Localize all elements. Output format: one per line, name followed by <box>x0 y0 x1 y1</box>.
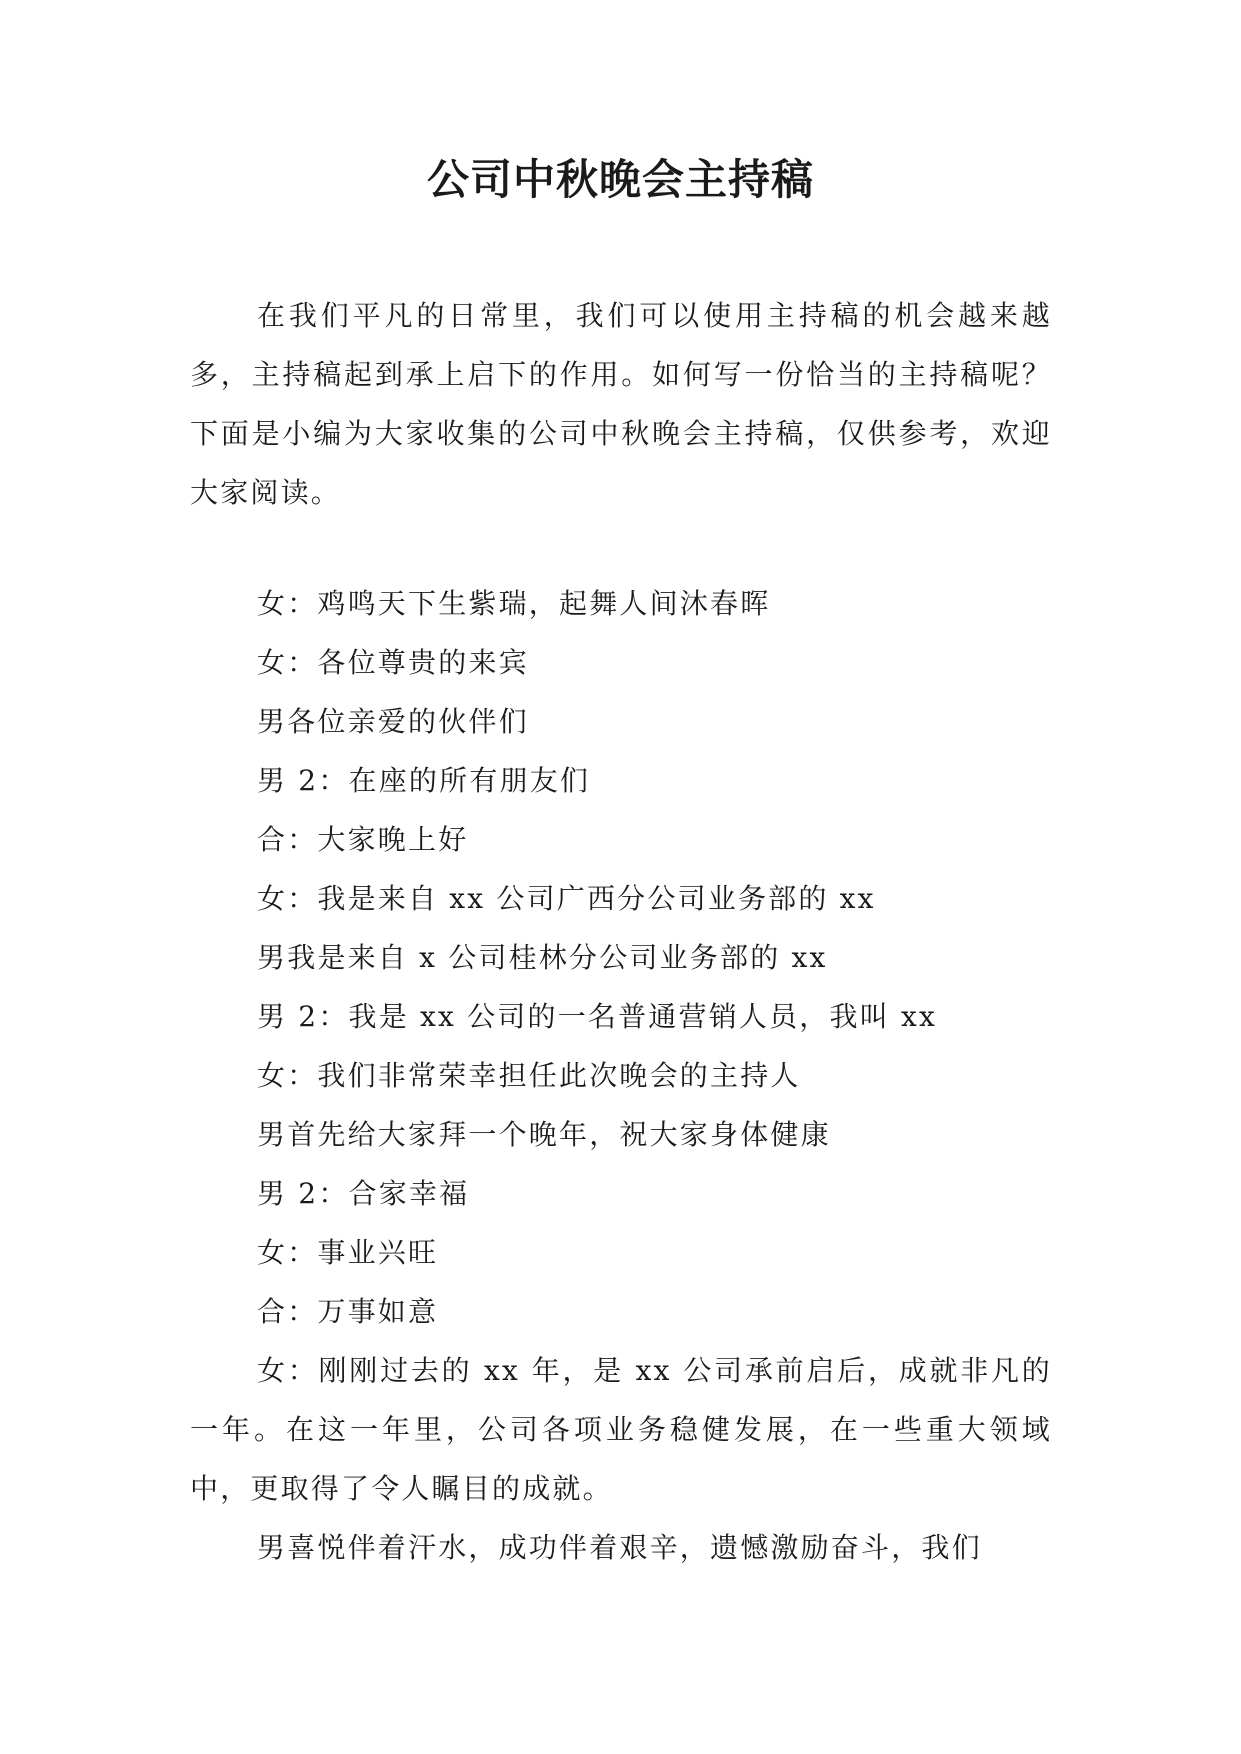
dialogue-line: 女：我是来自 xx 公司广西分公司业务部的 xx <box>257 882 876 915</box>
dialogue-line: 男首先给大家拜一个晚年，祝大家身体健康 <box>257 1118 831 1151</box>
dialogue-paragraph: 男喜悦伴着汗水，成功伴着艰辛，遗憾激励奋斗，我们 <box>257 1531 982 1564</box>
dialogue-line: 女：事业兴旺 <box>257 1236 439 1269</box>
dialogue-line: 男 2：合家幸福 <box>257 1177 470 1210</box>
document-title: 公司中秋晚会主持稿 <box>426 155 814 204</box>
dialogue-section <box>190 574 1052 1577</box>
dialogue-line: 女：我们非常荣幸担任此次晚会的主持人 <box>257 1059 801 1092</box>
dialogue-line: 男 2：我是 xx 公司的一名普通营销人员，我叫 xx <box>257 1000 937 1033</box>
dialogue-line: 女：各位尊贵的来宾 <box>257 646 529 679</box>
dialogue-line: 男各位亲爱的伙伴们 <box>257 705 529 738</box>
dialogue-line: 男我是来自 x 公司桂林分公司业务部的 xx <box>257 941 828 974</box>
dialogue-line: 合：大家晚上好 <box>257 823 469 856</box>
intro-paragraph: 在我们平凡的日常里，我们可以使用主持稿的机会越来越多，主持稿起到承上启下的作用。如何写一份恰当的主持稿呢？下面是小编为大家收集的公司中秋晚会主持稿，仅供参考，欢迎大家阅读。 <box>190 299 1052 509</box>
dialogue-paragraph: 女：刚刚过去的 xx 年，是 xx 公司承前启后，成就非凡的一年。在这一年里，公司各项业务稳健发展，在一些重大领域中，更取得了令人瞩目的成就。 <box>190 1354 1052 1505</box>
dialogue-line: 女：鸡鸣天下生紫瑞，起舞人间沐春晖 <box>257 587 771 620</box>
dialogue-line: 男 2：在座的所有朋友们 <box>257 764 591 797</box>
dialogue-line: 合：万事如意 <box>257 1295 439 1328</box>
